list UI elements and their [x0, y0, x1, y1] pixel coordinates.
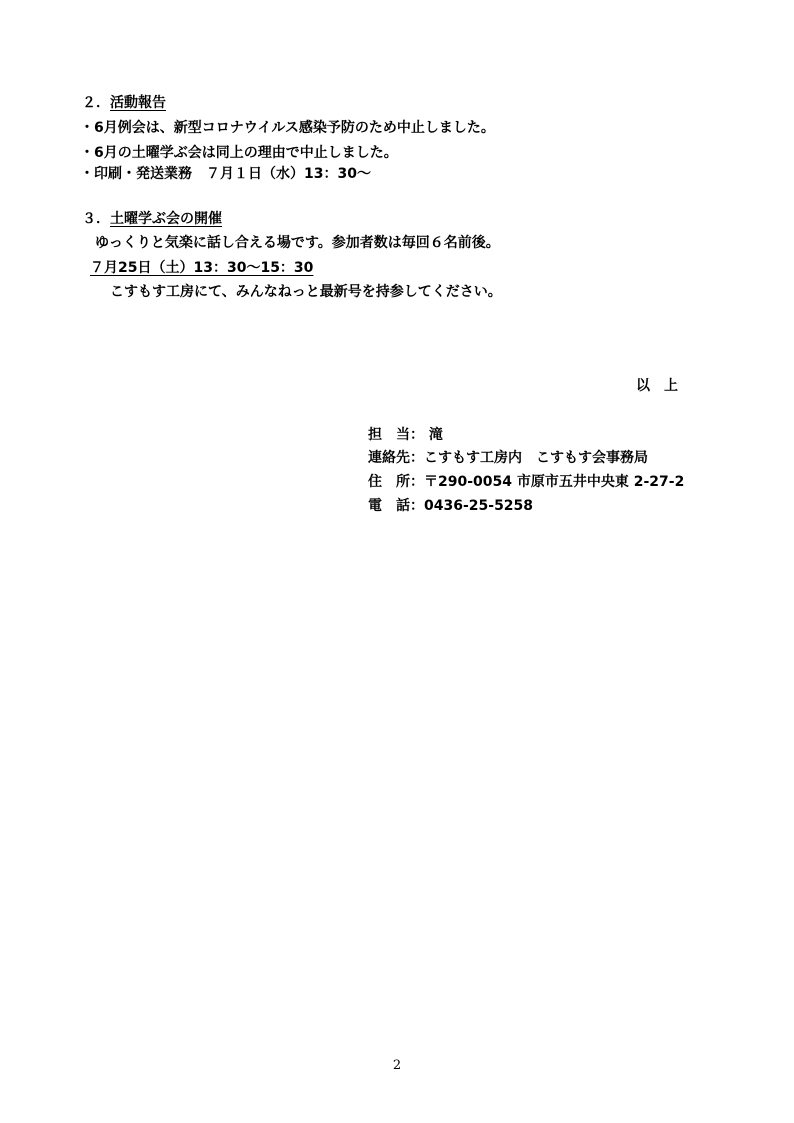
section-3-number: ３． — [82, 211, 110, 227]
contact-address-value: 〒290-0054 市原市五井中央東 2-27-2 — [424, 474, 685, 490]
contact-person-value: 滝 — [428, 427, 443, 443]
contact-phone-value: 0436-25-5258 — [424, 498, 534, 514]
contact-person-row — [368, 426, 443, 444]
section-2-item-1: ・6月例会は、新型コロナウイルス感染予防のため中止しました。 — [80, 120, 495, 136]
section-3-title: 土曜学ぶ会の開催 — [110, 211, 222, 227]
contact-to-label: 連絡先： — [368, 450, 424, 466]
section-3-heading — [82, 210, 222, 228]
contact-person-label: 担 当： — [368, 427, 424, 443]
section-3-date: ７月25日（土）13：30〜15：30 — [90, 260, 314, 276]
contact-address-label: 住 所： — [368, 474, 424, 490]
section-2-heading — [82, 94, 166, 112]
contact-phone-label: 電 話： — [368, 498, 424, 514]
section-3-note: こすもす工房にて、みんなねっと最新号を持参してください。 — [110, 284, 502, 300]
section-2-item-3: ・印刷・発送業務 ７月１日（水）13：30〜 — [80, 166, 371, 182]
contact-to-value: こすもす工房内 こすもす会事務局 — [424, 450, 648, 466]
section-2-title: 活動報告 — [110, 95, 166, 111]
contact-address-row — [368, 473, 684, 491]
page-number: 2 — [392, 1058, 402, 1073]
contact-phone-row — [368, 497, 533, 515]
section-2-number: ２． — [82, 95, 110, 111]
section-3-description: ゆっくりと気楽に話し合える場です。参加者数は毎回６名前後。 — [95, 235, 500, 251]
contact-to-row — [368, 449, 648, 467]
closing-text: 以 上 — [636, 378, 678, 394]
section-2-item-2: ・6月の土曜学ぶ会は同上の理由で中止しました。 — [80, 145, 398, 161]
